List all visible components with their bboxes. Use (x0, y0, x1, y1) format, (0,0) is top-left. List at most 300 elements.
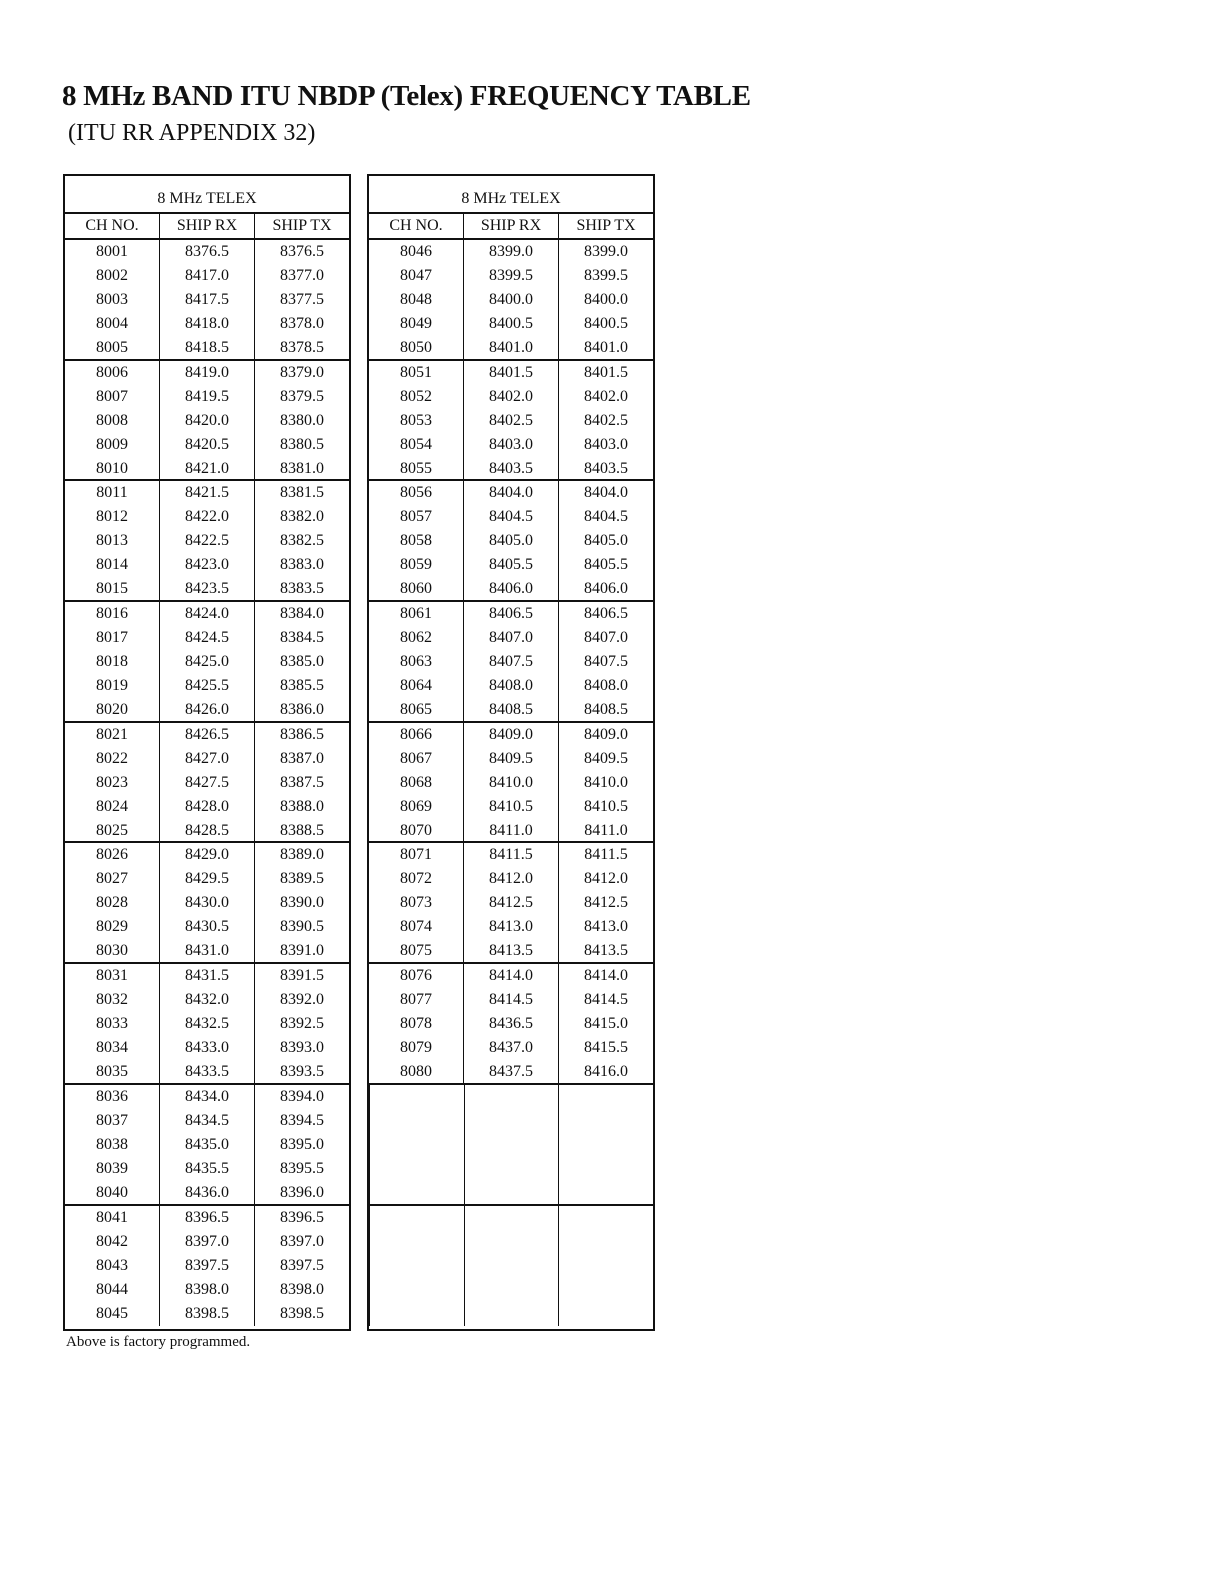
ship-tx-frequency: 8406.0 (558, 577, 653, 601)
ship-tx-frequency: 8392.0 (254, 988, 349, 1012)
ship-rx-frequency: 8419.0 (159, 361, 254, 385)
channel-number: 8004 (96, 315, 128, 332)
ship-tx-frequency: 8410.5 (558, 795, 653, 819)
column-headers (369, 214, 653, 240)
ship-tx-frequency: 8381.5 (254, 481, 349, 505)
table-row (369, 964, 653, 988)
ship-tx-frequency: 8384.5 (254, 626, 349, 650)
table-row (65, 1036, 349, 1060)
table-row (369, 361, 653, 385)
ship-rx-frequency: 8421.0 (159, 457, 254, 481)
channel-number: 8018 (96, 653, 128, 671)
ship-tx-frequency: 8393.5 (254, 1060, 349, 1084)
ship-tx-frequency: 8379.0 (254, 361, 349, 385)
channel-number: 8080 (400, 1063, 432, 1081)
channel-number: 8072 (400, 870, 432, 888)
table-row (369, 1036, 653, 1060)
channel-number: 8025 (96, 821, 128, 839)
channel-number: 8029 (96, 918, 128, 936)
ship-rx-frequency: 8413.0 (463, 915, 558, 939)
ship-tx-frequency: 8383.0 (254, 553, 349, 577)
channel-number: 8021 (96, 725, 128, 743)
ship-rx-frequency: 8398.0 (159, 1278, 254, 1302)
channel-number: 8023 (96, 773, 128, 791)
channel-number: 8003 (96, 291, 128, 308)
channel-number: 8054 (400, 435, 432, 453)
channel-number: 8064 (400, 677, 432, 695)
ship-rx-frequency: 8404.0 (463, 481, 558, 505)
ship-rx-frequency: 8410.5 (463, 795, 558, 819)
table-row (65, 915, 349, 939)
ship-rx-frequency: 8408.0 (463, 674, 558, 698)
ship-tx-frequency: 8387.5 (254, 771, 349, 795)
ship-tx-frequency: 8390.0 (254, 891, 349, 915)
ship-tx-frequency: 8404.0 (558, 481, 653, 505)
ship-rx-frequency: 8403.0 (463, 433, 558, 457)
channel-number: 8010 (96, 459, 128, 477)
table-row (65, 1060, 349, 1084)
channel-group (369, 1206, 653, 1327)
empty-cell (558, 1085, 653, 1204)
table-row (65, 288, 349, 312)
ship-rx-frequency: 8432.0 (159, 988, 254, 1012)
channel-number: 8066 (400, 725, 432, 743)
table-row (65, 819, 349, 843)
table-row (369, 626, 653, 650)
ship-tx-frequency: 8399.0 (558, 240, 653, 264)
ship-tx-frequency: 8404.5 (558, 505, 653, 529)
ship-rx-frequency: 8429.0 (159, 843, 254, 867)
table-row (65, 577, 349, 601)
table-row (369, 409, 653, 433)
table-row (65, 1206, 349, 1230)
ship-rx-frequency: 8398.5 (159, 1302, 254, 1326)
footnote: Above is factory programmed. (66, 1334, 251, 1350)
group-rows (369, 843, 653, 962)
empty-cell (558, 1206, 653, 1327)
group-rows (65, 602, 349, 721)
telex-table-left (63, 174, 351, 1331)
channel-number: 8076 (400, 967, 432, 985)
ship-rx-frequency: 8411.5 (463, 843, 558, 867)
ship-tx-frequency: 8400.0 (558, 288, 653, 312)
ship-rx-frequency: 8434.0 (159, 1085, 254, 1109)
column-header-ship-rx: SHIP RX (159, 214, 254, 238)
group-rows (65, 843, 349, 962)
ship-rx-frequency: 8407.0 (463, 626, 558, 650)
channel-number: 8074 (400, 918, 432, 936)
table-row (65, 843, 349, 867)
channel-number: 8026 (96, 846, 128, 864)
ship-rx-frequency: 8401.5 (463, 361, 558, 385)
channel-number: 8007 (96, 387, 128, 405)
table-row (65, 385, 349, 409)
channel-number: 8020 (96, 701, 128, 719)
channel-number: 8063 (400, 653, 432, 671)
ship-tx-frequency: 8411.5 (558, 843, 653, 867)
channel-number: 8049 (400, 315, 432, 332)
channel-number: 8070 (400, 821, 432, 839)
table-row (65, 553, 349, 577)
column-header-ship-rx: SHIP RX (463, 214, 558, 238)
ship-rx-frequency: 8436.5 (463, 1012, 558, 1036)
empty-cell (369, 1085, 464, 1204)
ship-rx-frequency: 8428.0 (159, 795, 254, 819)
table-row (369, 505, 653, 529)
ship-rx-frequency: 8407.5 (463, 650, 558, 674)
channel-number: 8046 (400, 243, 432, 260)
group-rows (65, 361, 349, 480)
table-row (65, 650, 349, 674)
ship-tx-frequency: 8377.5 (254, 288, 349, 312)
ship-rx-frequency: 8405.5 (463, 553, 558, 577)
table-row (65, 481, 349, 505)
ship-rx-frequency: 8429.5 (159, 867, 254, 891)
table-row (369, 723, 653, 747)
table-row (369, 795, 653, 819)
table-row (65, 1109, 349, 1133)
table-row (65, 867, 349, 891)
ship-rx-frequency: 8437.5 (463, 1060, 558, 1084)
table-row (369, 264, 653, 288)
column-headers (65, 214, 349, 240)
ship-tx-frequency: 8409.0 (558, 723, 653, 747)
channel-number: 8032 (96, 991, 128, 1009)
group-rows (369, 723, 653, 842)
ship-tx-frequency: 8403.0 (558, 433, 653, 457)
table-row (65, 1254, 349, 1278)
table-row (369, 698, 653, 722)
empty-cell (369, 1206, 464, 1327)
ship-rx-frequency: 8400.5 (463, 312, 558, 336)
table-row (369, 1012, 653, 1036)
ship-tx-frequency: 8414.5 (558, 988, 653, 1012)
table-row (65, 1181, 349, 1205)
ship-tx-frequency: 8379.5 (254, 385, 349, 409)
channel-number: 8037 (96, 1111, 128, 1129)
ship-rx-frequency: 8420.5 (159, 433, 254, 457)
ship-tx-frequency: 8399.5 (558, 264, 653, 288)
channel-number: 8051 (400, 363, 432, 381)
table-row (369, 312, 653, 336)
channel-number: 8073 (400, 894, 432, 912)
channel-number: 8027 (96, 870, 128, 888)
channel-number: 8028 (96, 894, 128, 912)
table-row (369, 843, 653, 867)
ship-tx-frequency: 8386.0 (254, 698, 349, 722)
ship-rx-frequency: 8397.0 (159, 1230, 254, 1254)
channel-group (65, 843, 349, 964)
page-title: 8 MHz BAND ITU NBDP (Telex) FREQUENCY TABLE (62, 80, 751, 112)
ship-rx-frequency: 8397.5 (159, 1254, 254, 1278)
table-row (369, 771, 653, 795)
ship-rx-frequency: 8409.0 (463, 723, 558, 747)
group-rows (65, 1085, 349, 1204)
ship-tx-frequency: 8385.0 (254, 650, 349, 674)
channel-group (65, 1085, 349, 1206)
ship-rx-frequency: 8423.0 (159, 553, 254, 577)
ship-rx-frequency: 8425.0 (159, 650, 254, 674)
ship-tx-frequency: 8402.5 (558, 409, 653, 433)
channel-group (369, 1085, 653, 1206)
group-rows (369, 602, 653, 721)
channel-number: 8043 (96, 1256, 128, 1274)
table-row (65, 626, 349, 650)
group-rows (65, 964, 349, 1083)
ship-rx-frequency: 8432.5 (159, 1012, 254, 1036)
ship-rx-frequency: 8403.5 (463, 457, 558, 481)
ship-rx-frequency: 8426.5 (159, 723, 254, 747)
channel-group (369, 843, 653, 964)
ship-rx-frequency: 8427.5 (159, 771, 254, 795)
table-row (369, 553, 653, 577)
ship-tx-frequency: 8413.0 (558, 915, 653, 939)
ship-tx-frequency: 8395.5 (254, 1157, 349, 1181)
table-row (369, 939, 653, 963)
ship-tx-frequency: 8414.0 (558, 964, 653, 988)
ship-rx-frequency: 8412.0 (463, 867, 558, 891)
channel-number: 8047 (400, 267, 432, 284)
ship-rx-frequency: 8422.5 (159, 529, 254, 553)
table-row (65, 529, 349, 553)
channel-number: 8067 (400, 749, 432, 767)
column-header-ch-no: CH NO. (389, 217, 443, 234)
ship-rx-frequency: 8418.5 (159, 336, 254, 360)
ship-tx-frequency: 8413.5 (558, 939, 653, 963)
ship-tx-frequency: 8402.0 (558, 385, 653, 409)
table-row (65, 1230, 349, 1254)
table-row (65, 1085, 349, 1109)
ship-tx-frequency: 8416.0 (558, 1060, 653, 1084)
group-rows (369, 361, 653, 480)
ship-rx-frequency: 8424.0 (159, 602, 254, 626)
channel-group (65, 240, 349, 361)
ship-tx-frequency: 8383.5 (254, 577, 349, 601)
ship-rx-frequency: 8400.0 (463, 288, 558, 312)
table-row (65, 457, 349, 481)
ship-rx-frequency: 8410.0 (463, 771, 558, 795)
channel-number: 8035 (96, 1063, 128, 1081)
table-row (65, 1302, 349, 1326)
channel-number: 8030 (96, 942, 128, 960)
ship-tx-frequency: 8407.5 (558, 650, 653, 674)
channel-number: 8002 (96, 267, 128, 284)
ship-tx-frequency: 8376.5 (254, 240, 349, 264)
ship-rx-frequency: 8376.5 (159, 240, 254, 264)
ship-tx-frequency: 8377.0 (254, 264, 349, 288)
table-row (369, 288, 653, 312)
page-subtitle: (ITU RR APPENDIX 32) (68, 120, 316, 146)
ship-rx-frequency: 8404.5 (463, 505, 558, 529)
group-rows (65, 481, 349, 600)
table-row (369, 577, 653, 601)
ship-rx-frequency: 8414.0 (463, 964, 558, 988)
ship-tx-frequency: 8407.0 (558, 626, 653, 650)
ship-rx-frequency: 8437.0 (463, 1036, 558, 1060)
channel-number: 8033 (96, 1015, 128, 1033)
channel-number: 8050 (400, 339, 432, 356)
ship-rx-frequency: 8414.5 (463, 988, 558, 1012)
table-row (65, 674, 349, 698)
channel-number: 8069 (400, 797, 432, 815)
ship-rx-frequency: 8436.0 (159, 1181, 254, 1205)
table-row (369, 385, 653, 409)
ship-tx-frequency: 8391.5 (254, 964, 349, 988)
channel-number: 8013 (96, 532, 128, 550)
ship-rx-frequency: 8428.5 (159, 819, 254, 843)
channel-number: 8015 (96, 580, 128, 598)
channel-number: 8062 (400, 629, 432, 647)
ship-tx-frequency: 8415.0 (558, 1012, 653, 1036)
channel-group (65, 964, 349, 1085)
ship-rx-frequency: 8435.5 (159, 1157, 254, 1181)
channel-number: 8040 (96, 1183, 128, 1201)
channel-number: 8019 (96, 677, 128, 695)
table-row (65, 505, 349, 529)
ship-rx-frequency: 8402.5 (463, 409, 558, 433)
channel-number: 8038 (96, 1135, 128, 1153)
channel-number: 8005 (96, 339, 128, 356)
channel-number: 8014 (96, 556, 128, 574)
table-row (369, 988, 653, 1012)
ship-tx-frequency: 8382.0 (254, 505, 349, 529)
ship-rx-frequency: 8408.5 (463, 698, 558, 722)
ship-rx-frequency: 8412.5 (463, 891, 558, 915)
table-row (369, 891, 653, 915)
ship-tx-frequency: 8390.5 (254, 915, 349, 939)
channel-number: 8055 (400, 459, 432, 477)
group-rows (65, 1206, 349, 1327)
channel-number: 8008 (96, 411, 128, 429)
channel-number: 8016 (96, 605, 128, 623)
channel-number: 8060 (400, 580, 432, 598)
ship-tx-frequency: 8382.5 (254, 529, 349, 553)
table-row (65, 988, 349, 1012)
group-rows (65, 240, 349, 359)
ship-tx-frequency: 8380.5 (254, 433, 349, 457)
ship-tx-frequency: 8415.5 (558, 1036, 653, 1060)
column-header-ship-tx: SHIP TX (254, 214, 349, 238)
channel-group (369, 481, 653, 602)
table-row (65, 1133, 349, 1157)
channel-number: 8077 (400, 991, 432, 1009)
channel-number: 8053 (400, 411, 432, 429)
channel-number: 8059 (400, 556, 432, 574)
ship-tx-frequency: 8408.5 (558, 698, 653, 722)
channel-number: 8052 (400, 387, 432, 405)
channel-groups (369, 240, 653, 1329)
table-row (65, 747, 349, 771)
channel-number: 8012 (96, 508, 128, 526)
channel-number: 8031 (96, 967, 128, 985)
channel-number: 8039 (96, 1159, 128, 1177)
channel-number: 8061 (400, 605, 432, 623)
ship-rx-frequency: 8430.5 (159, 915, 254, 939)
table-row (369, 867, 653, 891)
ship-rx-frequency: 8434.5 (159, 1109, 254, 1133)
group-rows (369, 240, 653, 359)
ship-rx-frequency: 8422.0 (159, 505, 254, 529)
ship-tx-frequency: 8408.0 (558, 674, 653, 698)
ship-tx-frequency: 8380.0 (254, 409, 349, 433)
channel-number: 8024 (96, 797, 128, 815)
ship-tx-frequency: 8389.0 (254, 843, 349, 867)
channel-number: 8011 (96, 484, 128, 502)
ship-tx-frequency: 8405.0 (558, 529, 653, 553)
ship-tx-frequency: 8381.0 (254, 457, 349, 481)
column-header-ch-no: CH NO. (85, 217, 139, 234)
table-row (369, 602, 653, 626)
ship-tx-frequency: 8396.0 (254, 1181, 349, 1205)
table-row (65, 1012, 349, 1036)
ship-rx-frequency: 8405.0 (463, 529, 558, 553)
table-row (369, 240, 653, 264)
ship-rx-frequency: 8424.5 (159, 626, 254, 650)
table-row (65, 312, 349, 336)
ship-rx-frequency: 8406.5 (463, 602, 558, 626)
ship-tx-frequency: 8411.0 (558, 819, 653, 843)
table-row (65, 771, 349, 795)
table-row (65, 336, 349, 360)
channel-group (65, 481, 349, 602)
ship-tx-frequency: 8378.5 (254, 336, 349, 360)
ship-tx-frequency: 8392.5 (254, 1012, 349, 1036)
table-row (65, 795, 349, 819)
ship-tx-frequency: 8385.5 (254, 674, 349, 698)
ship-rx-frequency: 8402.0 (463, 385, 558, 409)
table-row (369, 674, 653, 698)
channel-group (369, 602, 653, 723)
channel-number: 8065 (400, 701, 432, 719)
group-rows (369, 481, 653, 600)
channel-number: 8041 (96, 1208, 128, 1226)
ship-tx-frequency: 8397.5 (254, 1254, 349, 1278)
telex-table-right (367, 174, 655, 1331)
ship-tx-frequency: 8384.0 (254, 602, 349, 626)
table-row (369, 819, 653, 843)
ship-tx-frequency: 8386.5 (254, 723, 349, 747)
channel-number: 8001 (96, 243, 128, 260)
ship-rx-frequency: 8399.0 (463, 240, 558, 264)
table-row (65, 698, 349, 722)
channel-number: 8075 (400, 942, 432, 960)
table-row (65, 964, 349, 988)
channel-group (65, 1206, 349, 1327)
table-row (369, 529, 653, 553)
ship-rx-frequency: 8411.0 (463, 819, 558, 843)
ship-tx-frequency: 8401.5 (558, 361, 653, 385)
ship-tx-frequency: 8388.0 (254, 795, 349, 819)
ship-tx-frequency: 8406.5 (558, 602, 653, 626)
ship-tx-frequency: 8389.5 (254, 867, 349, 891)
table-row (65, 1157, 349, 1181)
ship-rx-frequency: 8425.5 (159, 674, 254, 698)
ship-tx-frequency: 8394.0 (254, 1085, 349, 1109)
ship-rx-frequency: 8413.5 (463, 939, 558, 963)
group-rows (65, 723, 349, 842)
channel-number: 8044 (96, 1280, 128, 1298)
ship-tx-frequency: 8387.0 (254, 747, 349, 771)
channel-number: 8045 (96, 1304, 128, 1322)
channel-group (369, 361, 653, 482)
ship-tx-frequency: 8409.5 (558, 747, 653, 771)
channel-groups (65, 240, 349, 1329)
table-row (369, 915, 653, 939)
table-row (65, 939, 349, 963)
ship-tx-frequency: 8410.0 (558, 771, 653, 795)
group-rows (369, 964, 653, 1083)
table-row (65, 433, 349, 457)
